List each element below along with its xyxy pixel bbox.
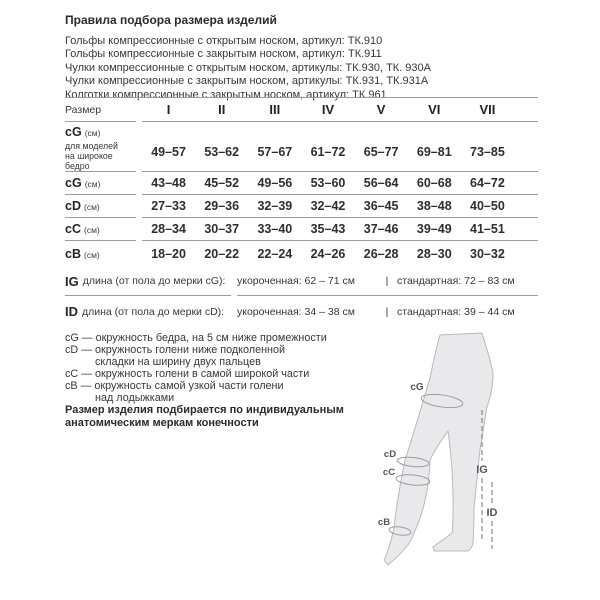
size-value: 20–22 — [204, 247, 240, 261]
length-standard: стандартная: 72 – 83 см — [397, 275, 515, 287]
row-sublabel: для моделей — [65, 140, 118, 151]
table-header-row — [65, 98, 538, 122]
note-line: cD — окружность голени ниже подколенной — [65, 344, 286, 356]
notes — [65, 332, 327, 404]
length-values — [237, 296, 538, 327]
size-value: 30–37 — [204, 222, 240, 236]
column-header: I — [166, 102, 171, 117]
length-values — [237, 267, 538, 296]
column-header: II — [218, 102, 226, 117]
column-header: III — [269, 102, 281, 117]
size-value: 39–49 — [416, 222, 452, 236]
size-value: 22–24 — [257, 247, 293, 261]
size-value: 36–45 — [363, 199, 399, 213]
size-value: 43–48 — [151, 176, 186, 190]
length-short: укороченная: 34 – 38 см — [237, 305, 355, 318]
measure-code: cD — [65, 199, 81, 213]
cg-figure-label: cG — [410, 382, 424, 393]
size-value: 26–28 — [363, 247, 399, 261]
length-label — [65, 267, 231, 296]
length-standard: стандартная: 39 – 44 см — [397, 305, 515, 318]
length-code: IG — [65, 273, 79, 289]
column-header: IV — [321, 102, 335, 117]
size-value: 24–26 — [310, 247, 346, 261]
cd-figure-label: cD — [383, 449, 397, 460]
table-row — [65, 195, 538, 218]
size-value: 37–46 — [363, 222, 399, 236]
product-line: Чулки компрессионные с закрытым носком, артикулы: ТК.931, ТК.931А — [65, 75, 429, 88]
row-label-main — [65, 220, 136, 238]
size-value: 69–81 — [416, 144, 452, 159]
statement-line: анатомическим меркам конечности — [65, 417, 259, 429]
size-value: 56–64 — [363, 176, 399, 190]
size-value: 40–50 — [470, 199, 505, 213]
table-header-label-cell — [65, 98, 136, 122]
row-label — [65, 241, 136, 267]
size-value: 57–67 — [257, 144, 293, 159]
row-label-main — [65, 197, 136, 215]
length-code: ID — [65, 304, 78, 319]
row-label — [65, 218, 136, 241]
measure-unit: (см) — [83, 250, 100, 260]
table-row — [65, 122, 538, 172]
size-value: 27–33 — [151, 199, 186, 213]
table-row — [65, 241, 538, 267]
row-label-main — [65, 123, 136, 141]
row-label — [65, 172, 136, 195]
row-values — [142, 172, 538, 195]
size-value: 35–43 — [310, 222, 346, 236]
size-value: 49–56 — [257, 176, 293, 190]
row-values — [142, 241, 538, 267]
size-value: 30–32 — [470, 247, 505, 261]
product-line: Гольфы компрессионные с закрытым носком, артикул: ТК.911 — [65, 48, 382, 61]
note-line: cB — окружность самой узкой части голени — [65, 380, 284, 392]
note-line: складки на ширину двух пальцев — [95, 356, 261, 368]
cc-figure-label: cC — [382, 467, 396, 478]
legs-silhouette — [384, 333, 493, 565]
size-value: 28–30 — [416, 247, 452, 261]
row-values — [142, 195, 538, 218]
leg-measurement-diagram — [375, 328, 570, 583]
row-sublabel: на широкое — [65, 150, 113, 161]
ig-figure-label: IG — [476, 464, 488, 476]
row-label-main — [65, 245, 136, 263]
size-value: 32–42 — [310, 199, 346, 213]
column-header: V — [376, 102, 386, 117]
product-line: Чулки компрессионные с открытым носком, артикулы: ТК.930, ТК. 930А — [65, 61, 431, 74]
table-row — [65, 218, 538, 241]
measure-unit: (см) — [84, 127, 101, 138]
measure-code: cB — [65, 247, 81, 261]
size-value: 49–57 — [151, 144, 186, 159]
cb-figure-label: cB — [377, 517, 391, 528]
measure-code: cG — [65, 124, 82, 139]
column-header: VII — [479, 102, 496, 117]
size-value: 61–72 — [310, 144, 346, 159]
size-value: 73–85 — [470, 144, 505, 159]
length-label — [65, 296, 231, 327]
size-value: 60–68 — [416, 176, 452, 190]
size-value: 29–36 — [204, 199, 240, 213]
measure-code: cC — [65, 222, 81, 236]
size-value: 53–60 — [310, 176, 346, 190]
size-value: 41–51 — [470, 222, 505, 236]
size-value: 65–77 — [363, 144, 399, 159]
size-value: 38–48 — [416, 199, 452, 213]
size-value: 53–62 — [204, 144, 240, 159]
measure-unit: (см) — [83, 225, 100, 235]
note-line: cG — окружность бедра, на 5 см ниже промежности — [65, 332, 327, 344]
length-desc: длина (от пола до мерки cG): — [82, 275, 226, 287]
size-value: 33–40 — [257, 222, 293, 236]
column-header: VI — [428, 102, 441, 117]
page-title: Правила подбора размера изделий — [65, 13, 277, 27]
measure-unit: (см) — [84, 179, 101, 189]
length-short: укороченная: 62 – 71 см — [237, 275, 355, 287]
product-line: Гольфы компрессионные с открытым носком, артикул: ТК.910 — [65, 35, 383, 47]
size-header-label: Размер — [65, 103, 102, 116]
size-value: 18–20 — [151, 247, 186, 261]
length-separator: | — [385, 305, 389, 318]
note-line: над лодыжками — [95, 392, 175, 404]
row-values — [142, 122, 538, 172]
size-value: 32–39 — [257, 199, 293, 213]
statement-line: Размер изделия подбирается по индивидуальным — [65, 404, 344, 416]
length-row — [65, 267, 538, 296]
size-table — [65, 97, 538, 327]
product-line: Колготки компрессионные с закрытым носком, артикул: ТК.961 — [65, 88, 387, 101]
note-line: cC — окружность голени в самой широкой части — [65, 368, 310, 380]
row-label-main — [65, 174, 136, 192]
product-list — [65, 35, 431, 102]
table-body — [65, 122, 538, 327]
size-value: 64–72 — [470, 176, 505, 190]
size-value: 45–52 — [204, 176, 240, 190]
row-label — [65, 122, 136, 172]
measure-unit: (см) — [83, 202, 100, 212]
length-separator: | — [385, 275, 389, 287]
table-row — [65, 172, 538, 195]
length-desc: длина (от пола до мерки cD): — [82, 305, 225, 318]
row-label — [65, 195, 136, 218]
statement — [65, 404, 344, 430]
measure-code: cG — [65, 176, 82, 190]
size-columns — [142, 98, 538, 122]
row-sublabel: бедро — [65, 160, 90, 171]
size-value: 28–34 — [151, 222, 186, 236]
length-row — [65, 296, 538, 327]
id-figure-label: ID — [486, 507, 498, 519]
row-values — [142, 218, 538, 241]
